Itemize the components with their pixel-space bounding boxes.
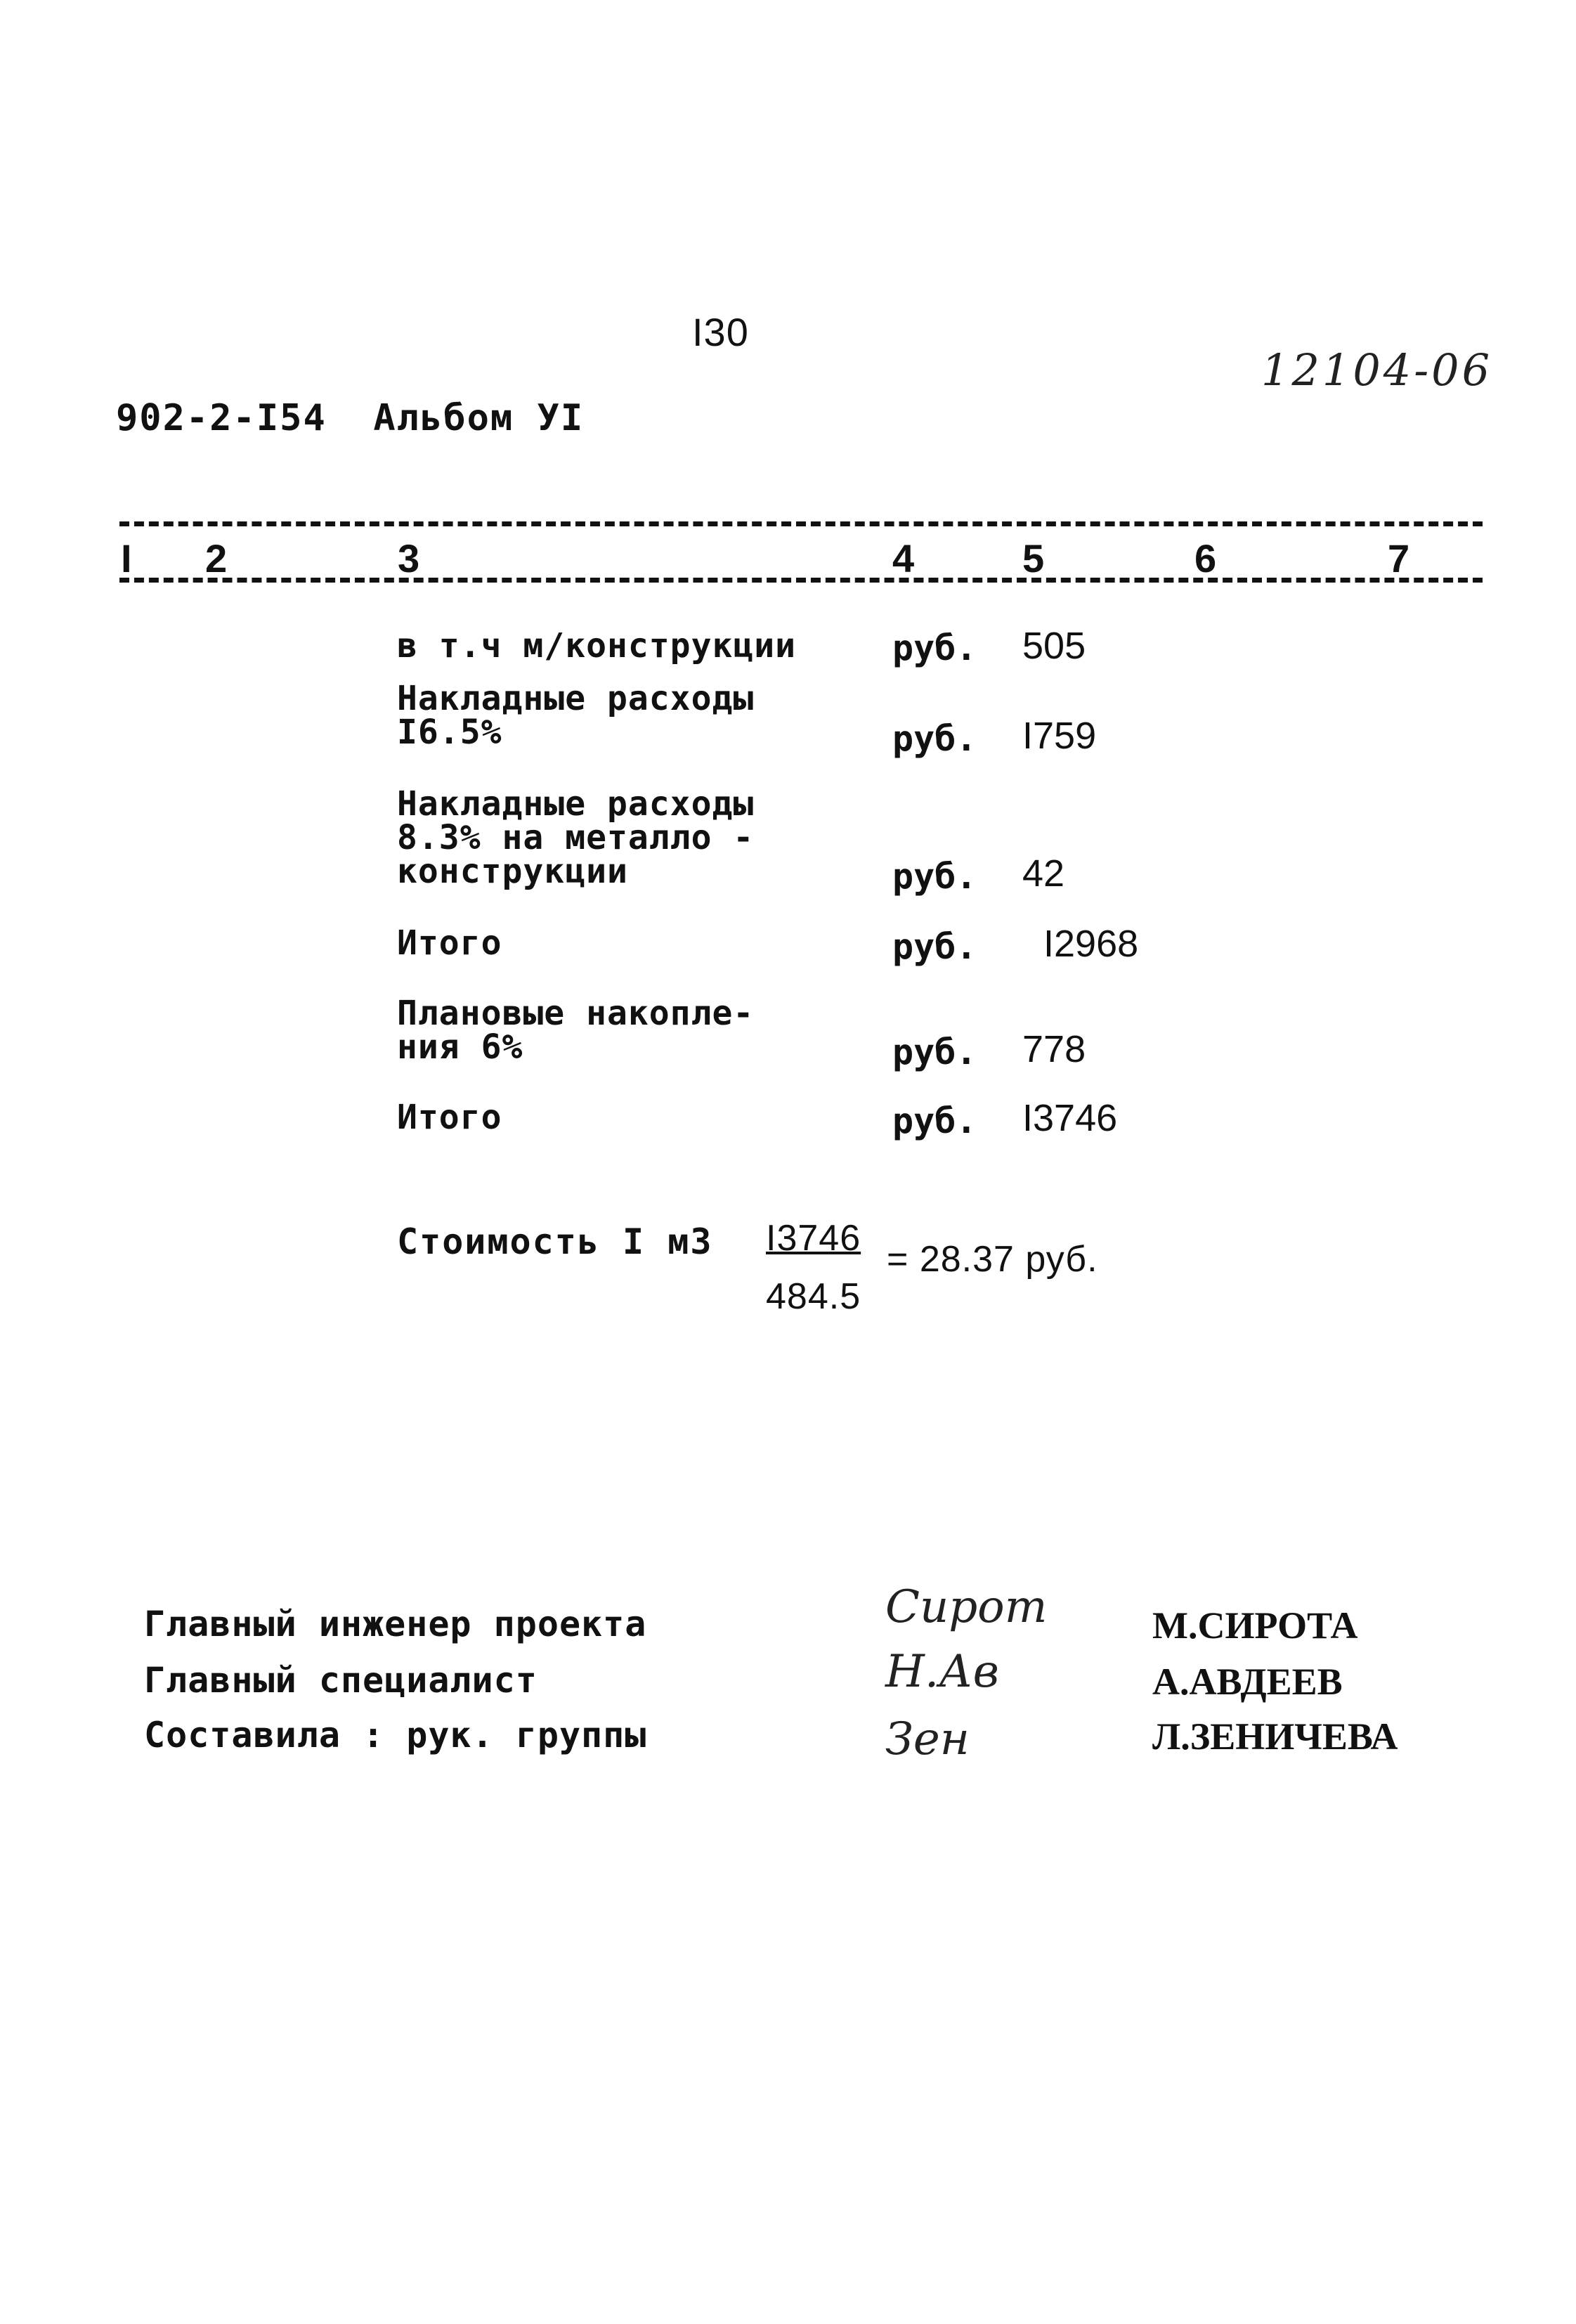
row-unit: руб.: [892, 1032, 977, 1072]
signatory-name: Л.ЗЕНИЧЕВА: [1152, 1715, 1398, 1758]
column-number-4: 4: [892, 536, 915, 580]
row-unit: руб.: [892, 718, 977, 759]
row-label: Накладные расходы I6.5%: [397, 679, 755, 752]
row-unit: руб.: [892, 856, 977, 897]
row-value: I2968: [1043, 923, 1139, 965]
signatory-name: А.АВДЕЕВ: [1152, 1661, 1343, 1703]
column-number-1: I: [121, 536, 132, 580]
signature-role: Составила : рук. группы: [144, 1715, 647, 1755]
column-number-3: 3: [398, 536, 420, 580]
handwritten-signature: Зен: [885, 1713, 970, 1765]
column-number-6: 6: [1194, 536, 1217, 580]
cost-numerator: I3746: [766, 1218, 861, 1259]
row-label: Итого: [397, 923, 502, 963]
row-label: Итого: [397, 1098, 502, 1137]
album-reference: 902-2-I54 Альбом УI: [116, 397, 585, 439]
signature-role: Главный специалист: [144, 1660, 538, 1701]
row-value: I3746: [1022, 1097, 1118, 1139]
handwritten-signature: Сирот: [885, 1581, 1048, 1633]
table-header-rule: [119, 578, 1483, 583]
signature-role: Главный инженер проекта: [144, 1604, 647, 1644]
column-number-5: 5: [1022, 536, 1045, 580]
page-number: I30: [692, 310, 749, 354]
row-unit: руб.: [892, 926, 977, 967]
handwritten-signature: Н.Ав: [885, 1646, 999, 1698]
table-top-rule: [119, 521, 1483, 526]
row-label: в т.ч м/конструкции: [397, 626, 797, 666]
cost-label: Стоимость I м3: [397, 1221, 713, 1262]
column-number-7: 7: [1388, 536, 1410, 580]
cost-denominator: 484.5: [766, 1276, 861, 1317]
cost-result: = 28.37 руб.: [887, 1239, 1098, 1280]
row-value: 505: [1022, 625, 1086, 667]
signatory-name: М.СИРОТА: [1152, 1604, 1358, 1647]
row-label: Накладные расходы 8.3% на металло - конструкции: [397, 784, 755, 891]
inventory-number: 12104-06: [1261, 344, 1493, 396]
row-unit: руб.: [892, 1101, 977, 1141]
row-label: Плановые накопле- ния 6%: [397, 994, 755, 1067]
row-value: I759: [1022, 715, 1097, 757]
row-value: 778: [1022, 1028, 1086, 1070]
row-value: 42: [1022, 852, 1065, 895]
row-unit: руб.: [892, 628, 977, 668]
column-number-2: 2: [205, 536, 228, 580]
